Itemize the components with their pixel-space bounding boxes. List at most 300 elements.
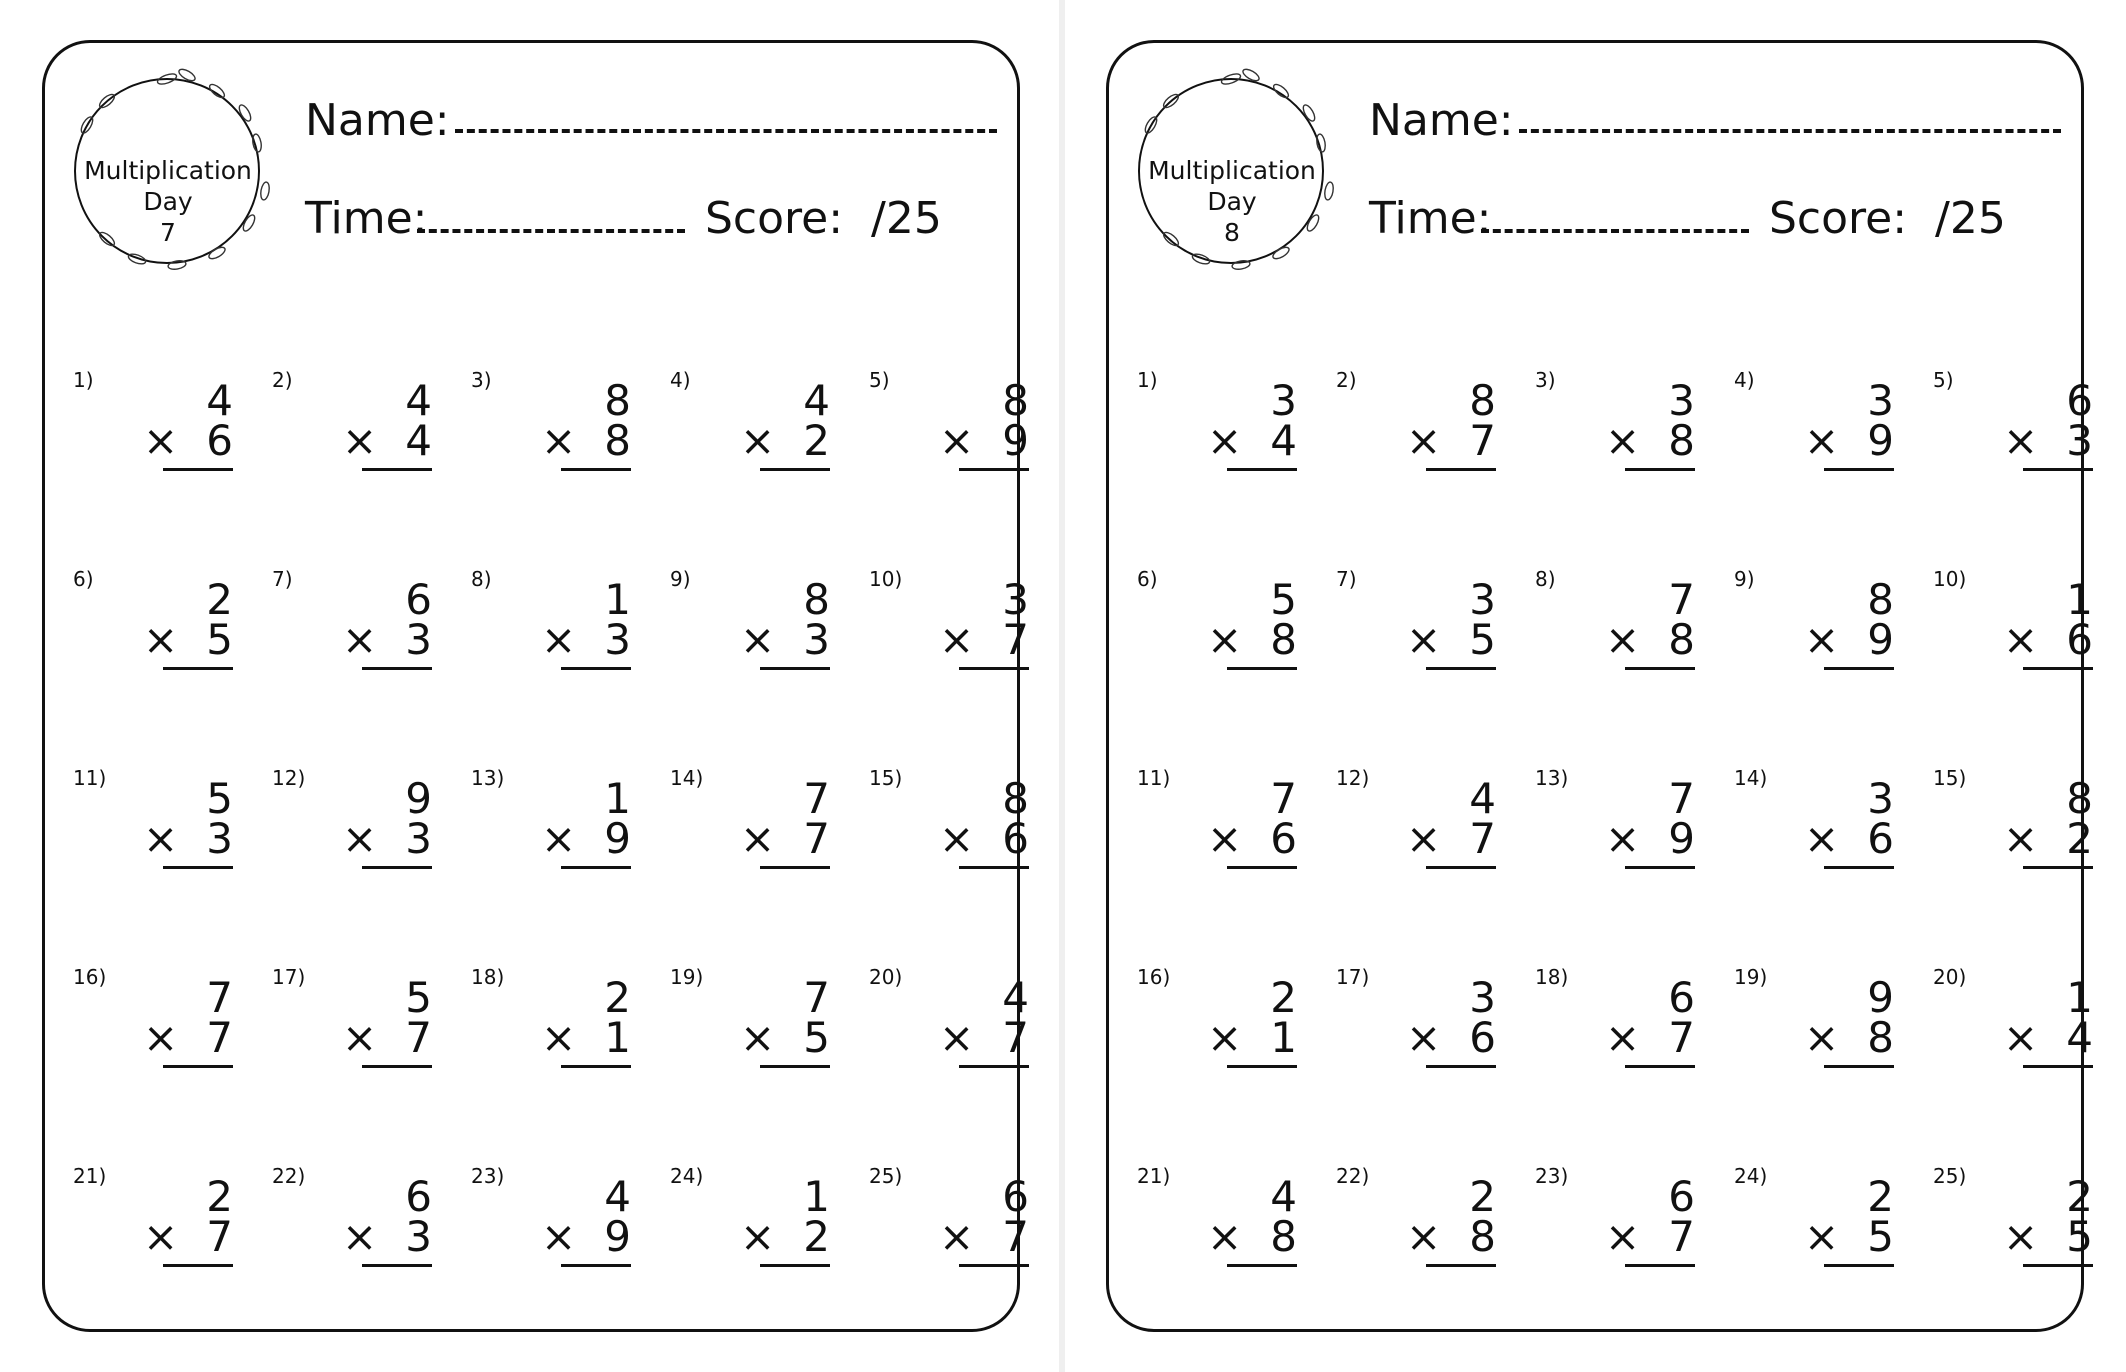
second-factor-row — [143, 418, 233, 464]
problem-number: 13) — [1535, 766, 1569, 790]
problem-4 — [670, 368, 830, 488]
problem-number: 17) — [1336, 965, 1370, 989]
problem-number: 9) — [1734, 567, 1755, 591]
answer-line[interactable] — [760, 468, 830, 471]
problem-1 — [1137, 368, 1297, 488]
times-sign: × — [541, 814, 577, 863]
answer-line[interactable] — [2023, 1065, 2093, 1068]
problem-number: 5) — [869, 368, 890, 392]
second-factor: 9 — [1668, 814, 1695, 863]
answer-line[interactable] — [1625, 1065, 1695, 1068]
answer-line[interactable] — [561, 1065, 631, 1068]
answer-line[interactable] — [163, 866, 233, 869]
answer-line[interactable] — [362, 1065, 432, 1068]
problem-20 — [869, 965, 1029, 1085]
problem-21 — [1137, 1164, 1297, 1284]
times-sign: × — [1207, 814, 1243, 863]
first-factor: 7 — [803, 774, 830, 823]
problem-number: 19) — [670, 965, 704, 989]
second-factor: 5 — [1867, 1212, 1894, 1261]
first-factor: 5 — [206, 774, 233, 823]
problem-15 — [869, 766, 1029, 886]
second-factor-row — [2003, 1214, 2093, 1260]
worksheet-day-7 — [42, 40, 1029, 1332]
second-factor-row — [2003, 418, 2093, 464]
problem-number: 14) — [1734, 766, 1768, 790]
name-label: Name: — [1369, 95, 1514, 146]
times-sign: × — [2003, 615, 2039, 664]
times-sign: × — [1605, 416, 1641, 465]
answer-line[interactable] — [2023, 667, 2093, 670]
answer-line[interactable] — [362, 1264, 432, 1267]
second-factor: 6 — [1469, 1013, 1496, 1062]
second-factor-row — [1207, 1214, 1297, 1260]
second-factor-row — [740, 816, 830, 862]
second-factor-row — [342, 617, 432, 663]
answer-line[interactable] — [2023, 468, 2093, 471]
second-factor: 7 — [1668, 1013, 1695, 1062]
title-line-1: Multiplication — [84, 156, 252, 185]
problem-2 — [272, 368, 432, 488]
answer-line[interactable] — [1625, 667, 1695, 670]
first-factor: 6 — [1002, 1172, 1029, 1221]
problem-18 — [471, 965, 631, 1085]
problem-number: 1) — [73, 368, 94, 392]
problem-number: 15) — [869, 766, 903, 790]
second-factor-row — [939, 816, 1029, 862]
problem-22 — [1336, 1164, 1496, 1284]
problem-number: 3) — [1535, 368, 1556, 392]
problem-number: 2) — [272, 368, 293, 392]
second-factor-row — [342, 418, 432, 464]
problem-13 — [471, 766, 631, 886]
problem-number: 20) — [1933, 965, 1967, 989]
times-sign: × — [740, 814, 776, 863]
answer-line[interactable] — [1426, 667, 1496, 670]
first-factor: 2 — [1270, 973, 1297, 1022]
second-factor-row — [740, 418, 830, 464]
title-wreath — [67, 63, 277, 273]
answer-line[interactable] — [760, 667, 830, 670]
first-factor: 7 — [1270, 774, 1297, 823]
problem-15 — [1933, 766, 2093, 886]
times-sign: × — [1804, 615, 1840, 664]
problem-21 — [73, 1164, 233, 1284]
second-factor-row — [1804, 418, 1894, 464]
second-factor-row — [1406, 617, 1496, 663]
second-factor: 7 — [1002, 615, 1029, 664]
problem-number: 9) — [670, 567, 691, 591]
second-factor: 7 — [405, 1013, 432, 1062]
problem-13 — [1535, 766, 1695, 886]
second-factor: 7 — [1002, 1013, 1029, 1062]
second-factor: 7 — [206, 1212, 233, 1261]
problem-7 — [1336, 567, 1496, 687]
second-factor: 5 — [803, 1013, 830, 1062]
first-factor: 1 — [604, 774, 631, 823]
second-factor-row — [1406, 418, 1496, 464]
name-field[interactable] — [455, 129, 997, 133]
second-factor: 9 — [1867, 615, 1894, 664]
second-factor: 8 — [1867, 1013, 1894, 1062]
answer-line[interactable] — [362, 468, 432, 471]
second-factor: 6 — [1867, 814, 1894, 863]
times-sign: × — [143, 1212, 179, 1261]
times-sign: × — [342, 615, 378, 664]
answer-line[interactable] — [2023, 1264, 2093, 1267]
answer-line[interactable] — [163, 1264, 233, 1267]
second-factor: 2 — [803, 1212, 830, 1261]
times-sign: × — [342, 814, 378, 863]
problem-8 — [471, 567, 631, 687]
times-sign: × — [2003, 1013, 2039, 1062]
answer-line[interactable] — [2023, 866, 2093, 869]
problem-23 — [471, 1164, 631, 1284]
answer-line[interactable] — [362, 866, 432, 869]
times-sign: × — [939, 1212, 975, 1261]
first-factor: 8 — [604, 376, 631, 425]
first-factor: 6 — [2066, 376, 2093, 425]
times-sign: × — [1804, 1212, 1840, 1261]
second-factor: 9 — [1002, 416, 1029, 465]
answer-line[interactable] — [1227, 1264, 1297, 1267]
first-factor: 2 — [206, 1172, 233, 1221]
title-line-1: Multiplication — [1148, 156, 1316, 185]
first-factor: 3 — [1469, 575, 1496, 624]
first-factor: 1 — [2066, 575, 2093, 624]
answer-line[interactable] — [959, 667, 1029, 670]
times-sign: × — [939, 1013, 975, 1062]
problem-19 — [1734, 965, 1894, 1085]
second-factor: 9 — [604, 814, 631, 863]
times-sign: × — [1804, 1013, 1840, 1062]
name-field[interactable] — [1519, 129, 2061, 133]
problem-3 — [1535, 368, 1695, 488]
second-factor: 9 — [604, 1212, 631, 1261]
score-label: Score: — [705, 193, 844, 244]
times-sign: × — [1605, 814, 1641, 863]
second-factor-row — [541, 418, 631, 464]
times-sign: × — [1207, 416, 1243, 465]
second-factor: 2 — [2066, 814, 2093, 863]
first-factor: 8 — [1469, 376, 1496, 425]
problem-number: 13) — [471, 766, 505, 790]
second-factor: 6 — [206, 416, 233, 465]
first-factor: 6 — [1668, 1172, 1695, 1221]
problem-number: 22) — [1336, 1164, 1370, 1188]
times-sign: × — [342, 1212, 378, 1261]
problem-5 — [1933, 368, 2093, 488]
problem-8 — [1535, 567, 1695, 687]
answer-line[interactable] — [1625, 1264, 1695, 1267]
problem-24 — [670, 1164, 830, 1284]
problem-number: 25) — [869, 1164, 903, 1188]
problem-16 — [73, 965, 233, 1085]
second-factor: 3 — [206, 814, 233, 863]
score-label: Score: — [1769, 193, 1908, 244]
second-factor: 8 — [1668, 615, 1695, 664]
problem-number: 21) — [1137, 1164, 1171, 1188]
first-factor: 3 — [1270, 376, 1297, 425]
problem-number: 4) — [670, 368, 691, 392]
problem-14 — [670, 766, 830, 886]
times-sign: × — [143, 1013, 179, 1062]
worksheet-day-8 — [1106, 40, 2093, 1332]
second-factor: 6 — [1002, 814, 1029, 863]
problem-24 — [1734, 1164, 1894, 1284]
second-factor: 3 — [405, 814, 432, 863]
second-factor: 4 — [1270, 416, 1297, 465]
problem-number: 3) — [471, 368, 492, 392]
first-factor: 8 — [1002, 376, 1029, 425]
second-factor-row — [1605, 617, 1695, 663]
first-factor: 1 — [803, 1172, 830, 1221]
second-factor-row — [1207, 1015, 1297, 1061]
problem-10 — [1933, 567, 2093, 687]
times-sign: × — [1605, 1013, 1641, 1062]
problem-number: 18) — [1535, 965, 1569, 989]
first-factor: 2 — [1867, 1172, 1894, 1221]
second-factor: 7 — [1469, 814, 1496, 863]
problem-9 — [670, 567, 830, 687]
times-sign: × — [1605, 1212, 1641, 1261]
answer-line[interactable] — [1426, 468, 1496, 471]
second-factor: 6 — [1270, 814, 1297, 863]
second-factor: 7 — [1469, 416, 1496, 465]
answer-line[interactable] — [1824, 1264, 1894, 1267]
problem-number: 23) — [471, 1164, 505, 1188]
second-factor-row — [143, 1015, 233, 1061]
problem-number: 15) — [1933, 766, 1967, 790]
second-factor-row — [1207, 816, 1297, 862]
times-sign: × — [1207, 615, 1243, 664]
times-sign: × — [342, 416, 378, 465]
problem-17 — [272, 965, 432, 1085]
second-factor-row — [541, 1214, 631, 1260]
problem-4 — [1734, 368, 1894, 488]
answer-line[interactable] — [959, 1264, 1029, 1267]
problem-number: 18) — [471, 965, 505, 989]
problem-number: 16) — [73, 965, 107, 989]
problem-number: 10) — [1933, 567, 1967, 591]
second-factor-row — [143, 1214, 233, 1260]
answer-line[interactable] — [1426, 1065, 1496, 1068]
second-factor-row — [1605, 1214, 1695, 1260]
answer-line[interactable] — [561, 1264, 631, 1267]
problem-25 — [1933, 1164, 2093, 1284]
title-line-2: Day — [1207, 187, 1257, 216]
first-factor: 2 — [2066, 1172, 2093, 1221]
problem-number: 8) — [1535, 567, 1556, 591]
answer-line[interactable] — [1824, 468, 1894, 471]
second-factor: 8 — [1469, 1212, 1496, 1261]
second-factor: 8 — [1668, 416, 1695, 465]
problem-number: 12) — [272, 766, 306, 790]
problem-number: 17) — [272, 965, 306, 989]
second-factor: 5 — [2066, 1212, 2093, 1261]
first-factor: 6 — [1668, 973, 1695, 1022]
first-factor: 4 — [206, 376, 233, 425]
answer-line[interactable] — [1227, 667, 1297, 670]
first-factor: 2 — [1469, 1172, 1496, 1221]
worksheet-title — [1147, 155, 1317, 248]
problem-7 — [272, 567, 432, 687]
times-sign: × — [740, 615, 776, 664]
second-factor-row — [1406, 1214, 1496, 1260]
answer-line[interactable] — [1824, 667, 1894, 670]
title-day-number: 7 — [160, 218, 176, 247]
second-factor: 7 — [803, 814, 830, 863]
time-label: Time: — [1369, 193, 1492, 244]
times-sign: × — [541, 416, 577, 465]
first-factor: 2 — [206, 575, 233, 624]
problem-18 — [1535, 965, 1695, 1085]
first-factor: 5 — [405, 973, 432, 1022]
times-sign: × — [1804, 416, 1840, 465]
second-factor-row — [541, 1015, 631, 1061]
problem-number: 4) — [1734, 368, 1755, 392]
times-sign: × — [1605, 615, 1641, 664]
answer-line[interactable] — [1625, 866, 1695, 869]
answer-line[interactable] — [561, 667, 631, 670]
second-factor: 9 — [1867, 416, 1894, 465]
first-factor: 8 — [1867, 575, 1894, 624]
answer-line[interactable] — [1426, 1264, 1496, 1267]
answer-line[interactable] — [1227, 1065, 1297, 1068]
second-factor: 3 — [405, 1212, 432, 1261]
times-sign: × — [541, 615, 577, 664]
answer-line[interactable] — [561, 866, 631, 869]
second-factor: 6 — [2066, 615, 2093, 664]
second-factor-row — [143, 617, 233, 663]
problem-number: 12) — [1336, 766, 1370, 790]
first-factor: 8 — [1002, 774, 1029, 823]
second-factor-row — [2003, 617, 2093, 663]
answer-line[interactable] — [163, 468, 233, 471]
answer-line[interactable] — [760, 866, 830, 869]
times-sign: × — [939, 814, 975, 863]
answer-line[interactable] — [959, 468, 1029, 471]
times-sign: × — [2003, 814, 2039, 863]
answer-line[interactable] — [163, 667, 233, 670]
times-sign: × — [1406, 1212, 1442, 1261]
times-sign: × — [1207, 1013, 1243, 1062]
second-factor-row — [342, 1015, 432, 1061]
times-sign: × — [2003, 416, 2039, 465]
answer-line[interactable] — [760, 1264, 830, 1267]
second-factor: 5 — [206, 615, 233, 664]
second-factor: 8 — [1270, 1212, 1297, 1261]
first-factor: 7 — [803, 973, 830, 1022]
times-sign: × — [342, 1013, 378, 1062]
problem-number: 19) — [1734, 965, 1768, 989]
time-field[interactable] — [1481, 229, 1749, 233]
answer-line[interactable] — [1227, 866, 1297, 869]
times-sign: × — [143, 416, 179, 465]
answer-line[interactable] — [163, 1065, 233, 1068]
first-factor: 4 — [1469, 774, 1496, 823]
second-factor: 2 — [803, 416, 830, 465]
second-factor: 3 — [803, 615, 830, 664]
problem-10 — [869, 567, 1029, 687]
problem-1 — [73, 368, 233, 488]
first-factor: 3 — [1867, 774, 1894, 823]
second-factor-row — [1605, 1015, 1695, 1061]
first-factor: 5 — [1270, 575, 1297, 624]
first-factor: 3 — [1469, 973, 1496, 1022]
problem-6 — [1137, 567, 1297, 687]
second-factor-row — [541, 617, 631, 663]
problem-number: 11) — [73, 766, 107, 790]
times-sign: × — [143, 814, 179, 863]
problem-19 — [670, 965, 830, 1085]
answer-line[interactable] — [959, 866, 1029, 869]
answer-line[interactable] — [1824, 1065, 1894, 1068]
times-sign: × — [1406, 1013, 1442, 1062]
first-factor: 7 — [206, 973, 233, 1022]
times-sign: × — [2003, 1212, 2039, 1261]
second-factor-row — [342, 1214, 432, 1260]
answer-line[interactable] — [1227, 468, 1297, 471]
times-sign: × — [740, 1013, 776, 1062]
problem-number: 16) — [1137, 965, 1171, 989]
time-field[interactable] — [417, 229, 685, 233]
problem-number: 8) — [471, 567, 492, 591]
second-factor: 1 — [1270, 1013, 1297, 1062]
answer-line[interactable] — [1625, 468, 1695, 471]
times-sign: × — [1406, 615, 1442, 664]
answer-line[interactable] — [760, 1065, 830, 1068]
times-sign: × — [143, 615, 179, 664]
second-factor-row — [2003, 816, 2093, 862]
answer-line[interactable] — [561, 468, 631, 471]
times-sign: × — [939, 416, 975, 465]
problem-12 — [1336, 766, 1496, 886]
problem-9 — [1734, 567, 1894, 687]
problem-2 — [1336, 368, 1496, 488]
problem-number: 6) — [1137, 567, 1158, 591]
problem-number: 24) — [1734, 1164, 1768, 1188]
problem-22 — [272, 1164, 432, 1284]
answer-line[interactable] — [1426, 866, 1496, 869]
first-factor: 8 — [2066, 774, 2093, 823]
problem-number: 11) — [1137, 766, 1171, 790]
problem-25 — [869, 1164, 1029, 1284]
second-factor-row — [541, 816, 631, 862]
second-factor: 3 — [405, 615, 432, 664]
problem-11 — [73, 766, 233, 886]
second-factor: 3 — [604, 615, 631, 664]
second-factor-row — [342, 816, 432, 862]
answer-line[interactable] — [959, 1065, 1029, 1068]
second-factor: 7 — [206, 1013, 233, 1062]
times-sign: × — [1804, 814, 1840, 863]
score-total: /25 — [1935, 193, 2006, 244]
problem-3 — [471, 368, 631, 488]
problem-number: 2) — [1336, 368, 1357, 392]
problem-number: 5) — [1933, 368, 1954, 392]
answer-line[interactable] — [362, 667, 432, 670]
second-factor: 8 — [1270, 615, 1297, 664]
answer-line[interactable] — [1824, 866, 1894, 869]
worksheet-title — [83, 155, 253, 248]
problem-16 — [1137, 965, 1297, 1085]
first-factor: 4 — [604, 1172, 631, 1221]
problem-5 — [869, 368, 1029, 488]
second-factor: 8 — [604, 416, 631, 465]
second-factor-row — [1804, 1015, 1894, 1061]
first-factor: 4 — [1002, 973, 1029, 1022]
